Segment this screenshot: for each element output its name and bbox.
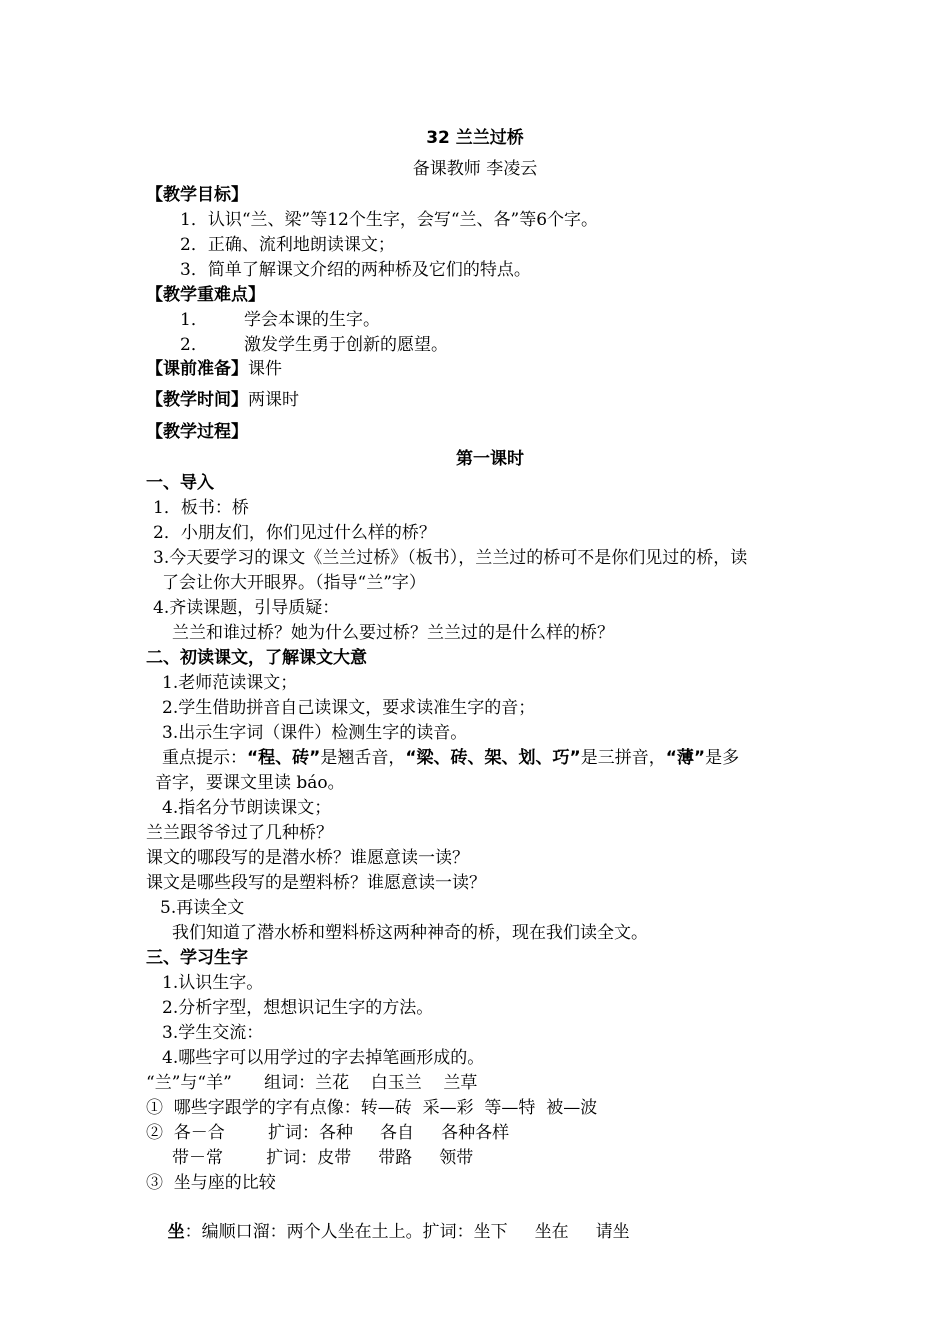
step-line: 2.学生借助拼音自己读课文，要求读准生字的音； bbox=[162, 698, 536, 718]
step-line: 1.认识生字。 bbox=[162, 973, 264, 993]
prep-line bbox=[146, 357, 282, 381]
question-line: 课文的哪段写的是潜水桥？谁愿意读一读？ bbox=[146, 848, 469, 868]
step-line: 4.指名分节朗读课文； bbox=[162, 798, 332, 818]
section-heading-first-reading: 二、初读课文，了解课文大意 bbox=[146, 648, 367, 668]
question-line: 课文是哪些段写的是塑料桥？谁愿意读一读？ bbox=[146, 873, 486, 893]
comparison-line: ③ 坐与座的比较 bbox=[146, 1173, 276, 1193]
key-point-number: 1． bbox=[180, 310, 208, 330]
time-heading: 【教学时间】 bbox=[146, 390, 248, 410]
process-heading: 【教学过程】 bbox=[146, 422, 248, 442]
step-line: 3.出示生字词（课件）检测生字的读音。 bbox=[162, 723, 468, 743]
tip-bold: “程、砖” bbox=[247, 748, 321, 768]
teacher-line: 备课教师 李凌云 bbox=[412, 159, 538, 179]
lesson-title: 第一课时 bbox=[456, 449, 524, 469]
step-line: 1.老师范读课文； bbox=[162, 673, 298, 693]
objectives-heading: 【教学目标】 bbox=[146, 185, 248, 205]
tip-bold: “薄” bbox=[665, 748, 706, 768]
tip-text: 是翘舌音， bbox=[320, 748, 406, 768]
question-line: 兰兰和谁过桥？她为什么要过桥？兰兰过的是什么样的桥？ bbox=[172, 623, 614, 643]
step-line: 2．小朋友们，你们见过什么样的桥？ bbox=[153, 523, 436, 543]
time-text: 两课时 bbox=[248, 390, 299, 410]
step-line: 2.分析字型，想想识记生字的方法。 bbox=[162, 998, 434, 1018]
key-points-heading: 【教学重难点】 bbox=[146, 285, 265, 305]
section-heading-intro: 一、导入 bbox=[146, 473, 214, 493]
objective-item: 3．简单了解课文介绍的两种桥及它们的特点。 bbox=[180, 260, 531, 280]
tip-text: 是多 bbox=[705, 748, 740, 768]
zuo-line bbox=[146, 1196, 630, 1268]
tip-text: 是三拼音， bbox=[580, 748, 666, 768]
time-line bbox=[146, 388, 299, 412]
key-point-text: 学会本课的生字。 bbox=[244, 310, 380, 330]
tip-text: 重点提示： bbox=[162, 748, 247, 768]
document-title: 32 兰兰过桥 bbox=[426, 128, 524, 148]
comparison-line: ① 哪些字跟学的字有点像：转—砖 采—彩 等—特 被—波 bbox=[146, 1098, 598, 1118]
comparison-line: ② 各－合 扩词：各种 各自 各种各样 bbox=[146, 1123, 510, 1143]
objective-item: 2．正确、流利地朗读课文； bbox=[180, 235, 395, 255]
step-line: 了会让你大开眼界。（指导“兰”字） bbox=[162, 573, 426, 593]
key-tip-line bbox=[162, 746, 739, 770]
tip-bold: “梁、砖、架、划、巧” bbox=[405, 748, 581, 768]
question-line: 兰兰跟爷爷过了几种桥？ bbox=[146, 823, 333, 843]
zuo-text: ：编顺口溜：两个人坐在土上。扩词：坐下 坐在 请坐 bbox=[184, 1222, 630, 1242]
zuo-label: 坐 bbox=[167, 1222, 185, 1242]
step-line: 3.今天要学习的课文《兰兰过桥》（板书），兰兰过的桥可不是你们见过的桥，读 bbox=[153, 548, 748, 568]
key-point-number: 2． bbox=[180, 335, 208, 355]
word-pair-line: “兰”与“羊” 组词：兰花 白玉兰 兰草 bbox=[146, 1073, 478, 1093]
section-heading-new-characters: 三、学习生字 bbox=[146, 948, 248, 968]
step-line: 4.哪些字可以用学过的字去掉笔画形成的。 bbox=[162, 1048, 485, 1068]
step-line: 5.再读全文 bbox=[160, 898, 245, 918]
key-tip-line: 音字，要课文里读 báo。 bbox=[155, 773, 345, 793]
step-line: 4.齐读课题，引导质疑： bbox=[153, 598, 340, 618]
step-text: 我们知道了潜水桥和塑料桥这两种神奇的桥，现在我们读全文。 bbox=[172, 923, 648, 943]
objective-item: 1．认识“兰、梁”等12个生字，会写“兰、各”等6个字。 bbox=[180, 210, 599, 230]
prep-heading: 【课前准备】 bbox=[146, 359, 248, 379]
key-point-text: 激发学生勇于创新的愿望。 bbox=[244, 335, 448, 355]
step-line: 1．板书：桥 bbox=[153, 498, 249, 518]
step-line: 3.学生交流： bbox=[162, 1023, 264, 1043]
comparison-line: 带－常 扩词：皮带 带路 领带 bbox=[172, 1148, 474, 1168]
prep-text: 课件 bbox=[248, 359, 282, 379]
